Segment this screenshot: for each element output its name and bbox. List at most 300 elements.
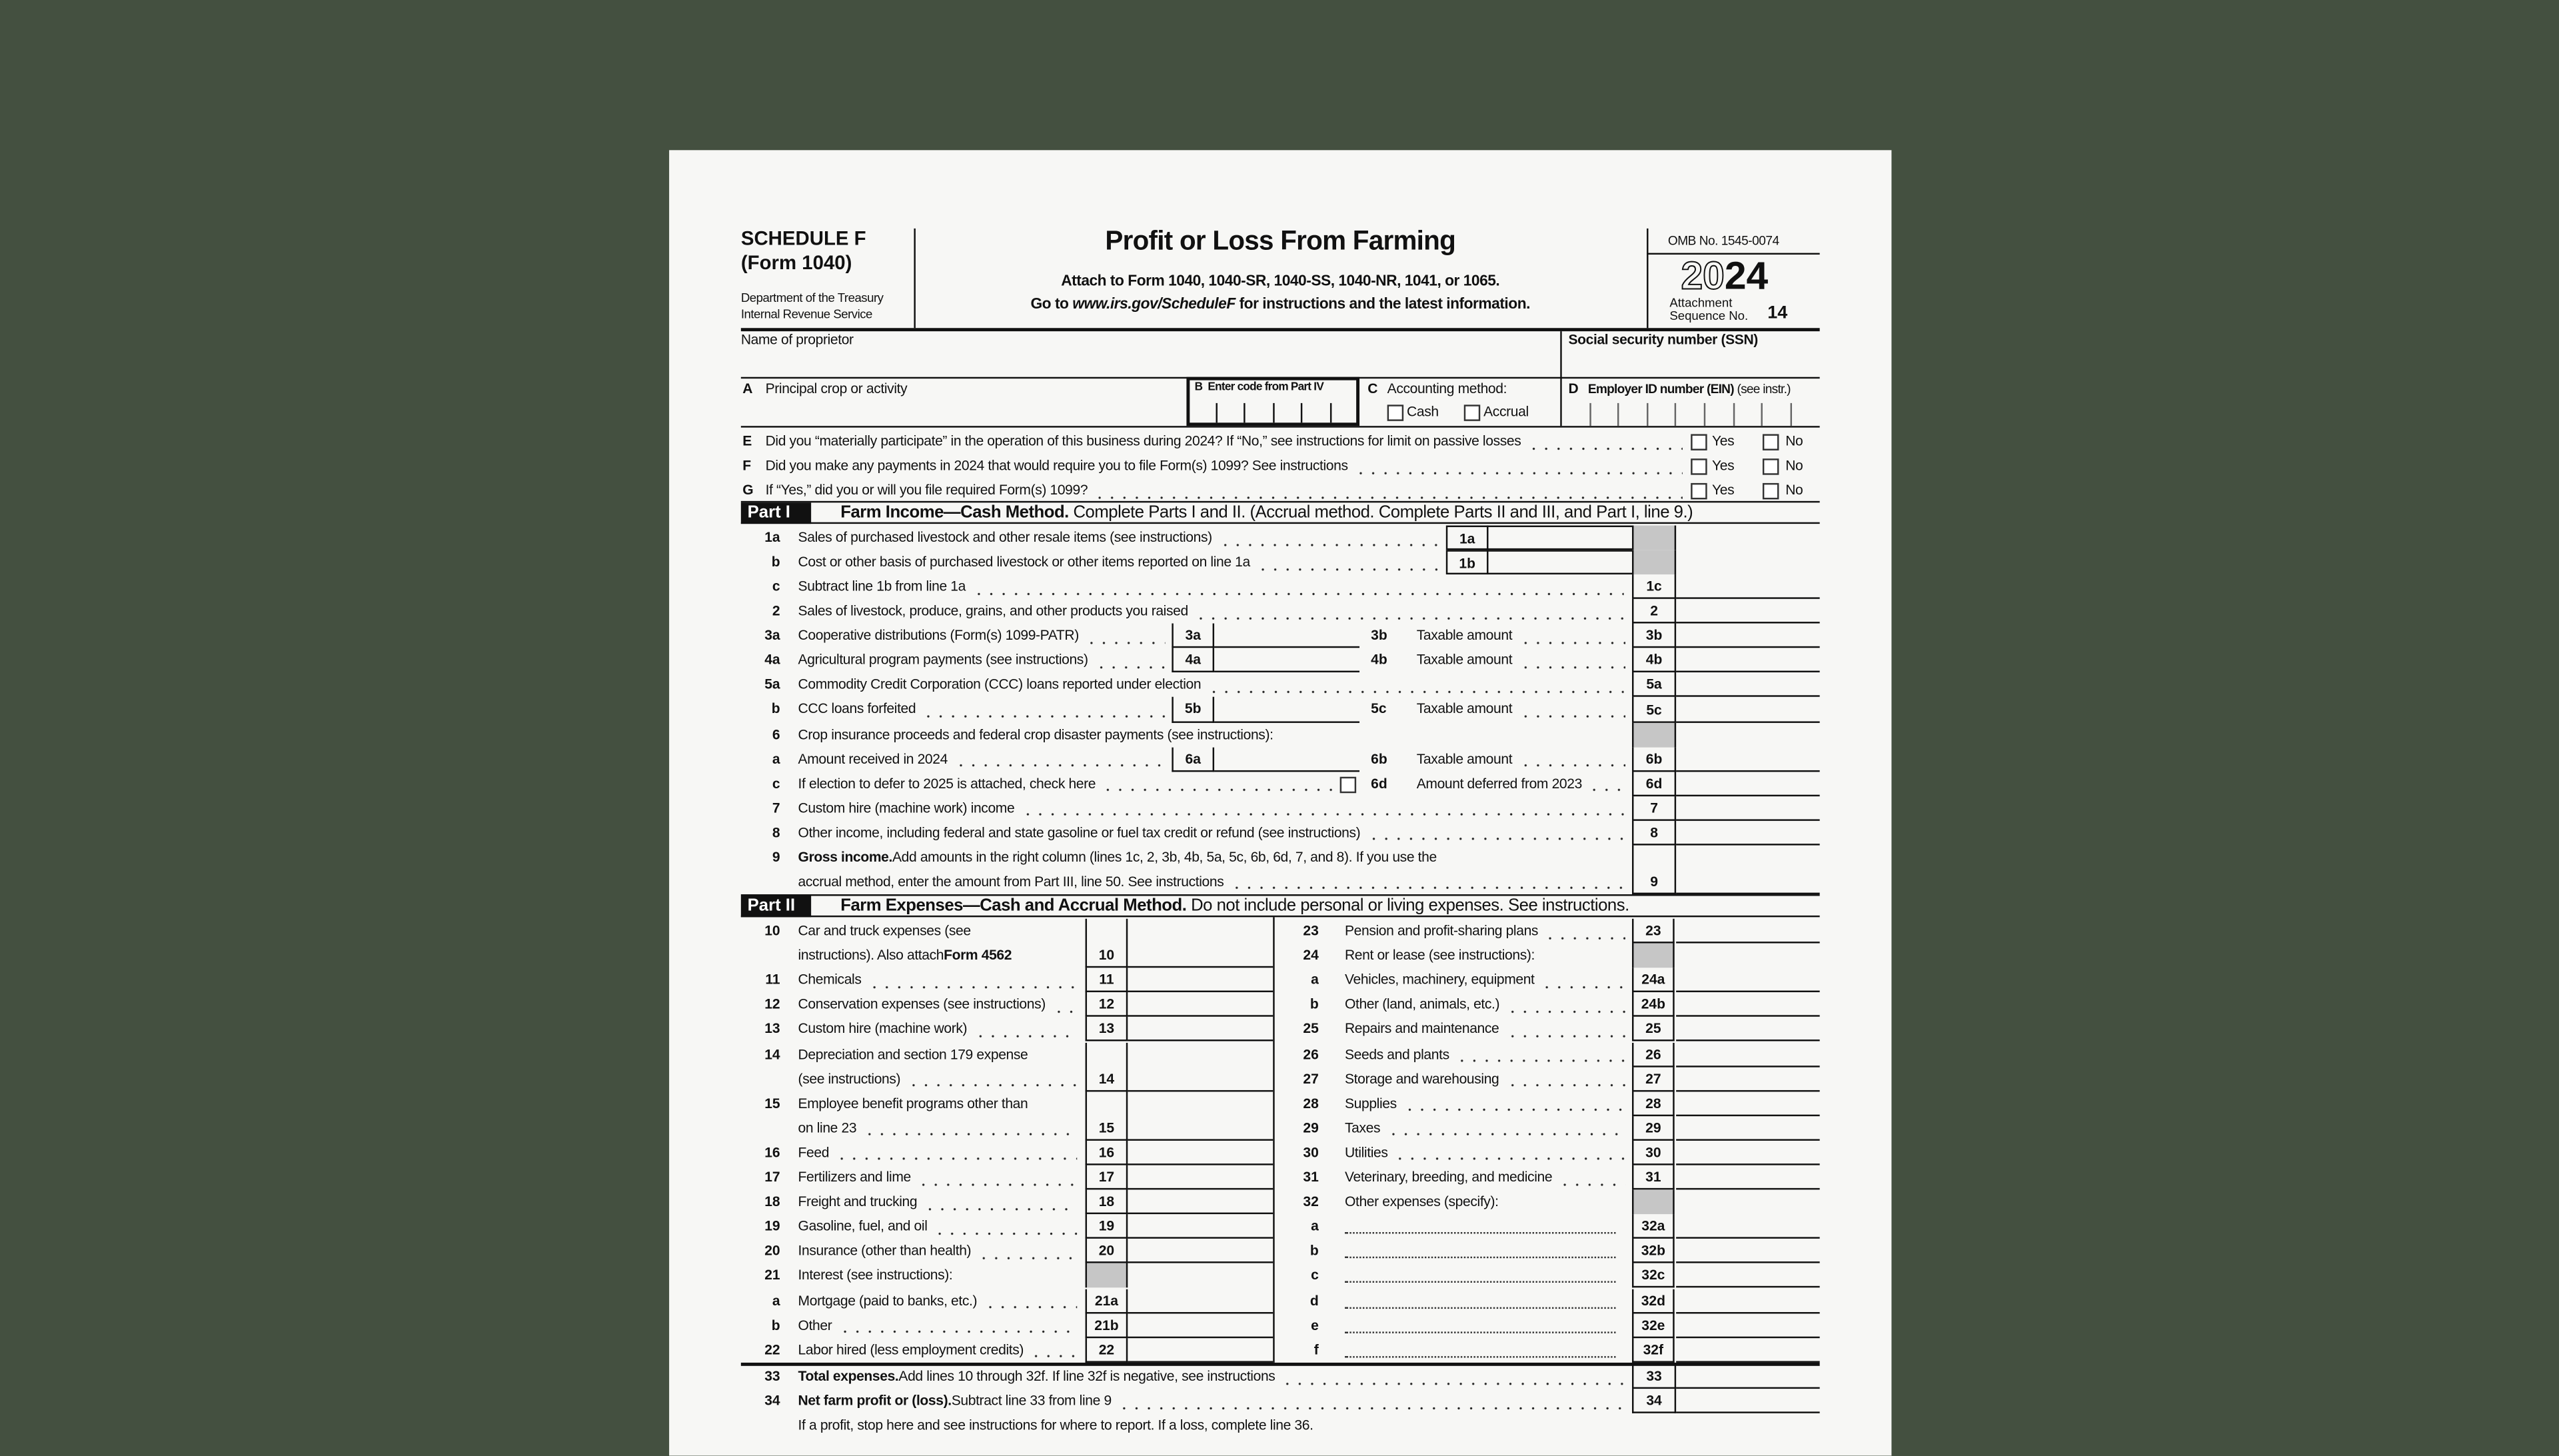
- label-text: Add lines 10 through 32f. If line 32f is negative, see instructions: [898, 1367, 1276, 1384]
- other-expense-description-input[interactable]: [1345, 1257, 1616, 1259]
- part2-line-24: [741, 944, 1820, 968]
- part2-line-27: [741, 1067, 1820, 1092]
- line-number: 11: [765, 971, 780, 988]
- dot-leader: [1367, 820, 1624, 845]
- attach-instruction: Attach to Form 1040, 1040-SR, 1040-SS, 1040-NR, 1041, or 1065.: [1061, 272, 1500, 289]
- other-expense-description-input[interactable]: [1345, 1307, 1616, 1308]
- label-bold: Total expenses.: [798, 1367, 899, 1384]
- ein-cell-divider: [1704, 403, 1705, 426]
- defer-election-checkbox[interactable]: [1340, 776, 1356, 792]
- code-cell-divider: [1330, 403, 1331, 422]
- line-box-label: 33: [1632, 1364, 1676, 1389]
- line-label: [1345, 1067, 1625, 1092]
- amount-input-24b[interactable]: [1676, 993, 1820, 1018]
- line-number: 20: [764, 1242, 780, 1259]
- principal-crop-field[interactable]: [766, 400, 1182, 424]
- line-number: 12: [764, 996, 780, 1013]
- amount-input-24a[interactable]: [1676, 968, 1820, 993]
- dot-leader: [1195, 599, 1624, 624]
- line-number: d: [1309, 1291, 1319, 1308]
- dot-leader: [1559, 1165, 1625, 1190]
- part1-line-1b: [741, 550, 1820, 574]
- label-bold: Net farm profit or (loss).: [798, 1392, 952, 1409]
- ein-cell-divider: [1647, 403, 1648, 426]
- dot-leader: [1219, 526, 1439, 550]
- line-label: [1345, 919, 1625, 944]
- shaded-cell: [1632, 1190, 1675, 1215]
- label-text: Subtract line 1b from line 1a: [798, 578, 966, 594]
- amount-input-32b[interactable]: [1676, 1239, 1820, 1264]
- line-box-label: 32d: [1632, 1288, 1675, 1313]
- line-number: 8: [772, 824, 780, 840]
- amount-input-5c[interactable]: [1676, 698, 1820, 722]
- yes-label: Yes: [1712, 456, 1735, 474]
- dot-leader: [1519, 648, 1625, 673]
- yes-label: Yes: [1712, 481, 1735, 498]
- code-cell-divider: [1244, 403, 1246, 422]
- label-text: Chemicals: [798, 971, 862, 988]
- line-number: 1a: [764, 528, 780, 545]
- line-box-label: 8: [1632, 820, 1676, 845]
- sequence-label: Sequence No.: [1669, 308, 1749, 323]
- part2-tag: Part II: [741, 896, 811, 918]
- part2-line-33: [741, 1364, 1820, 1389]
- dot-leader: [1505, 1067, 1625, 1092]
- dot-leader: [1506, 993, 1625, 1018]
- business-code-label: Enter code from Part IV: [1208, 382, 1324, 394]
- irs-url-link[interactable]: www.irs.gov/ScheduleF: [1072, 295, 1236, 312]
- label-text: Other expenses (specify):: [1344, 1193, 1499, 1209]
- amount-input-5a[interactable]: [1676, 673, 1820, 698]
- question-letter: F: [742, 456, 751, 474]
- line-number: 5a: [764, 676, 780, 693]
- line-number: a: [1311, 971, 1319, 988]
- part1-line-5a: [741, 673, 1820, 698]
- label-text: Custom hire (machine work) income: [798, 799, 1015, 816]
- line-number: a: [772, 1291, 780, 1308]
- amount-input-4a[interactable]: [1214, 648, 1359, 673]
- dot-leader: [1394, 1141, 1625, 1165]
- line-number: 30: [1303, 1143, 1319, 1160]
- amount-input-32d[interactable]: [1676, 1288, 1820, 1313]
- other-expense-description-input[interactable]: [1345, 1233, 1616, 1234]
- dot-leader: [922, 698, 1166, 722]
- line-number: b: [771, 700, 780, 718]
- label-text: on line 23: [798, 1119, 857, 1135]
- line-box-label: 25: [1632, 1018, 1675, 1042]
- amount-input-27[interactable]: [1676, 1067, 1820, 1092]
- line-box-label: 23: [1632, 919, 1675, 944]
- label-text: (see instructions): [798, 1070, 901, 1087]
- amount-input-4b[interactable]: [1676, 648, 1820, 673]
- amount-input-28[interactable]: [1676, 1092, 1820, 1116]
- code-cell-divider: [1301, 403, 1303, 422]
- dot-leader: [1519, 698, 1625, 722]
- cash-checkbox[interactable]: [1387, 404, 1403, 420]
- line-box-label: 32a: [1632, 1215, 1675, 1239]
- label-text: Seeds and plants: [1344, 1045, 1449, 1062]
- label-text: Repairs and maintenance: [1344, 1020, 1499, 1038]
- amount-input-1b[interactable]: [1487, 550, 1632, 574]
- amount-input-1c[interactable]: [1676, 574, 1820, 599]
- line-box-label: 20: [1086, 1239, 1128, 1264]
- line-box-label: 11: [1086, 968, 1128, 993]
- label-bold: Form 4562: [944, 946, 1012, 964]
- accrual-checkbox[interactable]: [1464, 404, 1480, 420]
- line-box-label: 10: [1086, 919, 1128, 968]
- part2-line-32: [741, 1190, 1820, 1215]
- question-text: [766, 454, 1683, 478]
- line-box-label: 9: [1632, 845, 1676, 894]
- sub-line-number: 3b: [1371, 627, 1387, 644]
- yes-label: Yes: [1712, 432, 1735, 449]
- line-number: 33: [764, 1367, 780, 1384]
- tax-year: [1681, 255, 1768, 301]
- part2-line-32d: [741, 1288, 1820, 1313]
- dot-leader: [1094, 478, 1683, 503]
- line-number: 27: [1303, 1070, 1319, 1087]
- label-text: Taxable amount: [1416, 651, 1513, 668]
- amount-input-29[interactable]: [1676, 1116, 1820, 1141]
- dot-leader: [1403, 1092, 1626, 1116]
- line-box-label: 13: [1086, 1018, 1128, 1042]
- other-expense-description-input[interactable]: [1345, 1282, 1616, 1283]
- label-text: CCC loans forfeited: [798, 700, 916, 718]
- line-box-label: 31: [1632, 1165, 1675, 1190]
- dot-leader: [1519, 624, 1625, 648]
- question-f-yes-checkbox[interactable]: [1691, 458, 1707, 474]
- sub-line-number: 6d: [1371, 774, 1387, 791]
- line-box-label: 21b: [1086, 1313, 1128, 1337]
- line-b-letter: B: [1194, 382, 1203, 394]
- amount-input-25[interactable]: [1676, 1018, 1820, 1042]
- line-label: [798, 698, 1166, 722]
- line-box-label: 4b: [1632, 648, 1676, 673]
- amount-input-6a[interactable]: [1214, 747, 1359, 772]
- line-label: [1345, 1165, 1625, 1190]
- dot-leader: [1094, 648, 1165, 673]
- line-number: 28: [1303, 1094, 1319, 1111]
- label-text: Fertilizers and lime: [798, 1168, 911, 1185]
- amount-input-26[interactable]: [1676, 1042, 1820, 1067]
- line-number: f: [1313, 1341, 1319, 1357]
- part1-title-bold: Farm Income—Cash Method.: [840, 502, 1069, 522]
- line-number: 6: [772, 725, 780, 742]
- part1-line-6d: [741, 772, 1820, 796]
- sub-line-number: 6b: [1371, 750, 1387, 767]
- part2-line-32a: [741, 1215, 1820, 1239]
- part2-line-34: [741, 1389, 1820, 1413]
- line-number: 14: [764, 1045, 780, 1062]
- attachment-label: Attachment: [1669, 295, 1733, 311]
- label-text: Taxes: [1344, 1119, 1381, 1136]
- line-box-label: 24b: [1632, 993, 1675, 1018]
- label-text: Taxable amount: [1416, 700, 1513, 718]
- label-text: Cost or other basis of purchased livestock or other items reported on line 1a: [798, 553, 1250, 570]
- dot-leader: [1102, 772, 1338, 796]
- label-text: Other income, including federal and state gasoline or fuel tax credit or refund (see instructions): [798, 824, 1361, 840]
- line-number: 13: [764, 1020, 780, 1038]
- ssn-field[interactable]: [1567, 349, 1820, 375]
- label-text: Storage and warehousing: [1344, 1070, 1499, 1087]
- question-label: Did you “materially participate” in the operation of this business during 2024? If “No,” see instructions for limit on passive losses: [765, 432, 1521, 449]
- amount-input-5b[interactable]: [1214, 698, 1359, 722]
- year-outline: 20: [1681, 255, 1725, 299]
- amount-input-32e[interactable]: [1676, 1313, 1820, 1337]
- line-box-label: 18: [1086, 1190, 1128, 1215]
- line-label: [1345, 1042, 1625, 1067]
- label-text: Amount received in 2024: [798, 750, 948, 767]
- label-text: Amount deferred from 2023: [1416, 774, 1582, 791]
- label-text: Custom hire (machine work): [798, 1020, 968, 1038]
- part1-line-1c: [741, 574, 1820, 599]
- question-g-no-checkbox[interactable]: [1763, 483, 1779, 499]
- label-text: Car and truck expenses (see: [798, 922, 971, 939]
- part2-header: [741, 894, 1820, 917]
- sub-line-number: 4b: [1371, 651, 1387, 668]
- label-text: Rent or lease (see instructions):: [1344, 946, 1535, 964]
- irs-label: Internal Revenue Service: [740, 307, 872, 322]
- line-label: [1417, 624, 1625, 648]
- shaded-cell: [1632, 722, 1676, 747]
- amount-input-7[interactable]: [1676, 796, 1820, 821]
- dot-leader: [1545, 919, 1625, 944]
- part1-line-3b: [741, 624, 1820, 648]
- line-label: [798, 747, 1166, 772]
- ein-label: [1588, 377, 1791, 402]
- amount-input-6b[interactable]: [1676, 747, 1820, 772]
- part2-title-rest: Do not include personal or living expenses. See instructions.: [1186, 896, 1629, 916]
- label-text: Vehicles, machinery, equipment: [1344, 971, 1535, 988]
- amount-input-31[interactable]: [1676, 1165, 1820, 1190]
- ein-cell-divider: [1790, 403, 1791, 426]
- line-number: 29: [1303, 1119, 1319, 1136]
- line-box-label: 32f: [1632, 1337, 1675, 1362]
- part1-line-2: [741, 599, 1820, 624]
- line-box-label: 7: [1632, 796, 1676, 821]
- line-box-label: 32c: [1632, 1263, 1675, 1288]
- ein-cell-divider: [1617, 403, 1619, 426]
- amount-input-33[interactable]: [1676, 1364, 1820, 1389]
- question-text: [766, 429, 1683, 454]
- part1-header: [741, 501, 1820, 524]
- question-f-no-checkbox[interactable]: [1763, 458, 1779, 474]
- label-text: Pension and profit-sharing plans: [1344, 922, 1539, 939]
- ein-cell-divider: [1675, 403, 1677, 426]
- label-text: Freight and trucking: [798, 1193, 918, 1209]
- shaded-cell: [1632, 550, 1676, 574]
- amount-input-9[interactable]: [1676, 845, 1820, 894]
- part1-line-9: [741, 845, 1820, 894]
- line-number: 31: [1303, 1168, 1319, 1185]
- question-letter: E: [742, 432, 752, 449]
- amount-input-32f[interactable]: [1676, 1337, 1820, 1362]
- amount-input-32a[interactable]: [1676, 1215, 1820, 1239]
- code-cell-divider: [1216, 403, 1217, 422]
- part2-line-32e: [741, 1313, 1820, 1337]
- label-text: Interest (see instructions):: [798, 1267, 953, 1283]
- line-number: c: [1311, 1267, 1319, 1283]
- line-box-label: 3b: [1632, 624, 1676, 648]
- schedule-label: SCHEDULE F: [740, 227, 866, 250]
- amount-input-32c[interactable]: [1676, 1263, 1820, 1288]
- goto-instruction: [914, 295, 1647, 311]
- accounting-method-label: Accounting method:: [1387, 380, 1507, 397]
- line-number: a: [1311, 1217, 1319, 1234]
- line-number: c: [772, 774, 780, 791]
- dot-leader: [954, 747, 1166, 772]
- amount-input-3b[interactable]: [1676, 624, 1820, 648]
- mid-box-label: 5b: [1172, 698, 1214, 722]
- line-a-letter: A: [742, 380, 753, 397]
- amount-input-2[interactable]: [1676, 599, 1820, 624]
- label-text: Subtract line 33 from line 9: [951, 1392, 1112, 1409]
- line-number: b: [1309, 996, 1319, 1013]
- part2-line-24b: [741, 993, 1820, 1018]
- line-label: [798, 772, 1339, 796]
- line-box-label: 21a: [1086, 1288, 1128, 1313]
- line-number: b: [1309, 1242, 1319, 1259]
- line-box-label: 26: [1632, 1042, 1675, 1067]
- label-text: accrual method, enter the amount from Part III, line 50. See instructions: [798, 873, 1224, 890]
- accrual-label: Accrual: [1483, 402, 1529, 420]
- line-label: [1345, 1092, 1625, 1116]
- part1-line-4b: [741, 648, 1820, 673]
- dot-leader: [1021, 796, 1624, 821]
- part1-title: [840, 502, 1693, 524]
- part2-line-32f: [741, 1337, 1820, 1362]
- amount-input-23[interactable]: [1676, 919, 1820, 944]
- amount-input-34[interactable]: [1676, 1389, 1820, 1413]
- inner-box-label: 1b: [1446, 550, 1489, 574]
- line-label: [1417, 747, 1625, 772]
- label-text: Labor hired (less employment credits): [798, 1341, 1024, 1357]
- ein-field[interactable]: [1567, 401, 1820, 426]
- code-cell-divider: [1273, 403, 1274, 422]
- line-box-label: 19: [1086, 1215, 1128, 1239]
- part2-line-31: [741, 1165, 1820, 1190]
- inner-box-label: 1a: [1446, 526, 1489, 550]
- sequence-number: 14: [1767, 303, 1788, 323]
- line-box-label: 30: [1632, 1141, 1675, 1165]
- department-label: Department of the Treasury: [740, 290, 884, 305]
- name-of-proprietor-field[interactable]: [741, 349, 1557, 375]
- line-number: 4a: [764, 651, 780, 668]
- label-text: Veterinary, breeding, and medicine: [1344, 1168, 1553, 1185]
- question-e-yes-checkbox[interactable]: [1691, 434, 1707, 450]
- line-label: [798, 796, 1624, 821]
- part2-line-32b: [741, 1239, 1820, 1264]
- line-number: 19: [764, 1217, 780, 1234]
- line-number: 23: [1303, 922, 1319, 939]
- part2-line-32c: [741, 1263, 1820, 1288]
- line-label: [798, 550, 1439, 574]
- line-label: [798, 1364, 1624, 1389]
- line-b-label: [1195, 382, 1323, 393]
- label-text: Crop insurance proceeds and federal crop disaster payments (see instructions):: [798, 725, 1274, 742]
- line-number: 7: [772, 799, 780, 816]
- omb-number: OMB No. 1545-0074: [1667, 233, 1779, 249]
- question-letter: G: [742, 481, 754, 498]
- amount-input-6d[interactable]: [1676, 772, 1820, 796]
- line-box-label: 1c: [1632, 574, 1676, 599]
- goto-prefix: Go to: [1030, 295, 1073, 312]
- line-label: [798, 1389, 1624, 1413]
- part2-note: If a profit, stop here and see instructions for where to report. If a loss, complete line 36.: [798, 1416, 1313, 1433]
- line-number: b: [771, 1316, 780, 1333]
- label-text: Other: [798, 1316, 832, 1333]
- line-number: 16: [764, 1143, 780, 1160]
- divider: [741, 426, 1820, 427]
- part2-line-29: [741, 1116, 1820, 1141]
- line-box-label: 28: [1632, 1092, 1675, 1116]
- mid-box-label: 4a: [1172, 648, 1214, 673]
- line-box-label: 14: [1086, 1042, 1128, 1092]
- label-text: Taxable amount: [1416, 750, 1513, 767]
- other-expense-description-input[interactable]: [1345, 1331, 1616, 1333]
- goto-suffix: for instructions and the latest information.: [1235, 295, 1530, 312]
- line-label: [798, 526, 1439, 550]
- other-expense-description-input[interactable]: [1345, 1356, 1616, 1357]
- line-box-label: 27: [1632, 1067, 1675, 1092]
- question-label: If “Yes,” did you or will you file required Form(s) 1099?: [765, 481, 1088, 498]
- form-number: (Form 1040): [740, 251, 852, 275]
- line-number: 15: [764, 1094, 780, 1111]
- label-text: Supplies: [1344, 1094, 1397, 1111]
- part2-line-26: [741, 1042, 1820, 1067]
- line-label: [798, 673, 1624, 698]
- line-label: [1345, 1141, 1625, 1165]
- dot-leader: [1086, 624, 1166, 648]
- line-box-label: 5a: [1632, 673, 1676, 698]
- part1-line-6: [741, 722, 1820, 747]
- label-text: Sales of livestock, produce, grains, and other products you raised: [798, 602, 1188, 619]
- dot-leader: [972, 574, 1624, 599]
- mid-box-label: 3a: [1172, 624, 1214, 648]
- dot-leader: [1257, 550, 1439, 574]
- line-label: [1345, 968, 1625, 993]
- amount-input-1a[interactable]: [1487, 526, 1632, 550]
- line-number: 17: [764, 1168, 780, 1185]
- line-number: 24: [1303, 946, 1319, 964]
- label-text: Gasoline, fuel, and oil: [798, 1217, 928, 1234]
- question-g-yes-checkbox[interactable]: [1691, 483, 1707, 499]
- line-label: [798, 574, 1624, 599]
- line-label: [798, 648, 1166, 673]
- label-text: Taxable amount: [1416, 627, 1513, 644]
- ein-cell-divider: [1589, 403, 1590, 426]
- line-label: [798, 845, 1624, 870]
- amount-input-30[interactable]: [1676, 1141, 1820, 1165]
- line-box-label: 32e: [1632, 1313, 1675, 1337]
- no-label: No: [1785, 432, 1803, 449]
- line-box-label: 22: [1086, 1337, 1128, 1362]
- line-label: [1417, 698, 1625, 722]
- line-number: a: [772, 750, 780, 767]
- amount-input-8[interactable]: [1676, 820, 1820, 845]
- dot-leader: [1519, 747, 1625, 772]
- part1-line-6b: [741, 747, 1820, 772]
- label-text: Agricultural program payments (see instructions): [798, 651, 1088, 668]
- question-e-no-checkbox[interactable]: [1763, 434, 1779, 450]
- dot-leader: [1541, 968, 1625, 993]
- part2-line-23: [741, 919, 1820, 944]
- mid-box-label: 6a: [1172, 747, 1214, 772]
- line-box-label: 5c: [1632, 698, 1676, 722]
- line-number: 18: [764, 1193, 780, 1209]
- line-number: b: [771, 553, 780, 570]
- amount-input-3a[interactable]: [1214, 624, 1359, 648]
